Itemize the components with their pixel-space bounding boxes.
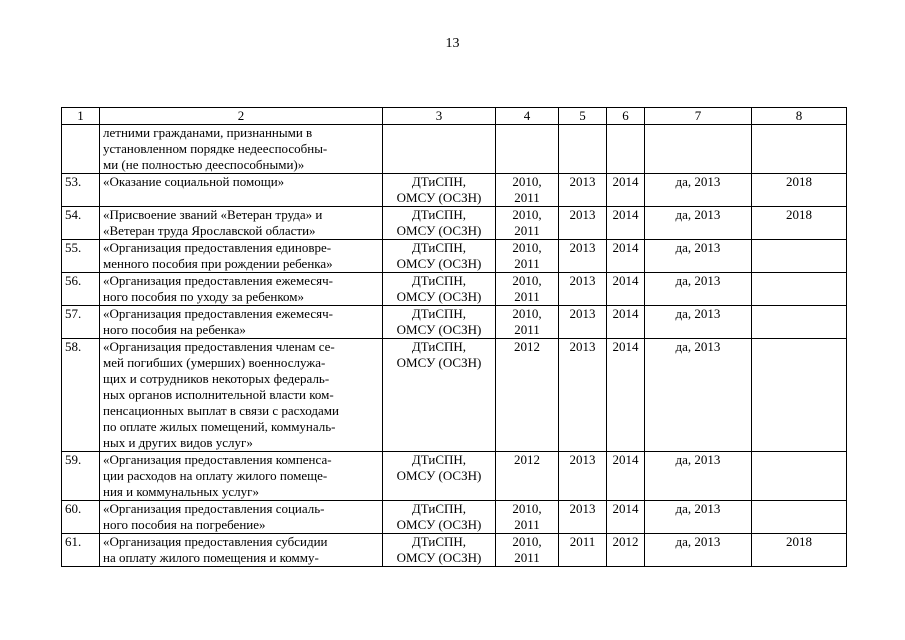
responsible-body-line: ОМСУ (ОСЗН) xyxy=(396,256,482,271)
col-8-value xyxy=(752,452,847,501)
col4-years xyxy=(496,306,559,339)
service-name-line: «Организация предоставления единовре- xyxy=(103,240,332,255)
col-7-value: да, 2013 xyxy=(645,207,752,240)
col-6-value: 2014 xyxy=(607,306,645,339)
service-name-line: мей погибших (умерших) военнослужа- xyxy=(103,355,326,370)
col4-year-line: 2012 xyxy=(514,339,540,354)
service-name-line: «Организация предоставления компенса- xyxy=(103,452,332,467)
col4-years xyxy=(496,273,559,306)
col-5-value: 2013 xyxy=(559,452,607,501)
responsible-body xyxy=(383,273,496,306)
col-5-value: 2013 xyxy=(559,174,607,207)
responsible-body-line: ОМСУ (ОСЗН) xyxy=(396,190,482,205)
col-8-value xyxy=(752,125,847,174)
table-body xyxy=(62,125,847,567)
service-name-line: ных органов исполнительной власти ком- xyxy=(103,387,334,402)
col-8-value xyxy=(752,273,847,306)
row-number: 54. xyxy=(62,207,100,240)
service-name xyxy=(100,306,383,339)
row-number: 58. xyxy=(62,339,100,452)
col4-years xyxy=(496,207,559,240)
services-table xyxy=(61,107,847,567)
column-header-7: 7 xyxy=(645,108,752,125)
col4-year-line: 2010, xyxy=(512,240,542,255)
col-5-value: 2013 xyxy=(559,339,607,452)
col4-year-line: 2010, xyxy=(512,174,542,189)
responsible-body-line: ДТиСПН, xyxy=(411,174,467,189)
table-row xyxy=(62,534,847,567)
col-6-value: 2014 xyxy=(607,240,645,273)
responsible-body-line: ОМСУ (ОСЗН) xyxy=(396,223,482,238)
col-5-value xyxy=(559,125,607,174)
responsible-body-line: ОМСУ (ОСЗН) xyxy=(396,550,482,565)
col4-year-line: 2010, xyxy=(512,207,542,222)
service-name-line: ми (не полностью дееспособными)» xyxy=(103,157,305,172)
service-name-line: «Ветеран труда Ярославской области» xyxy=(103,223,316,238)
service-name-line: «Организация предоставления ежемесяч- xyxy=(103,306,333,321)
col-5-value: 2013 xyxy=(559,240,607,273)
table-row xyxy=(62,452,847,501)
col-6-value xyxy=(607,125,645,174)
col4-years xyxy=(496,240,559,273)
column-header-1: 1 xyxy=(62,108,100,125)
responsible-body xyxy=(383,174,496,207)
row-number: 55. xyxy=(62,240,100,273)
responsible-body-line: ДТиСПН, xyxy=(411,207,467,222)
table-row xyxy=(62,125,847,174)
service-name xyxy=(100,534,383,567)
col-8-value xyxy=(752,306,847,339)
service-name-line: ных и других видов услуг» xyxy=(103,435,253,450)
service-name-line: ного пособия на погребение» xyxy=(103,517,266,532)
responsible-body xyxy=(383,534,496,567)
responsible-body xyxy=(383,207,496,240)
col-8-value xyxy=(752,501,847,534)
service-name xyxy=(100,207,383,240)
service-name-line: ного пособия по уходу за ребенком» xyxy=(103,289,304,304)
responsible-body xyxy=(383,240,496,273)
col-6-value: 2014 xyxy=(607,452,645,501)
service-name xyxy=(100,339,383,452)
responsible-body xyxy=(383,306,496,339)
col4-year-line: 2010, xyxy=(512,534,542,549)
col4-years xyxy=(496,534,559,567)
page-number: 13 xyxy=(445,36,460,51)
service-name-line: установленном порядке недееспособны- xyxy=(103,141,328,156)
col-7-value: да, 2013 xyxy=(645,534,752,567)
table-row xyxy=(62,273,847,306)
column-header-8: 8 xyxy=(752,108,847,125)
responsible-body-line: ОМСУ (ОСЗН) xyxy=(396,322,482,337)
service-name-line: на оплату жилого помещения и комму- xyxy=(103,550,319,565)
service-name-line: «Организация предоставления социаль- xyxy=(103,501,325,516)
service-name-line: «Организация предоставления членам се- xyxy=(103,339,335,354)
responsible-body-line: ДТиСПН, xyxy=(411,534,467,549)
responsible-body xyxy=(383,452,496,501)
col-6-value: 2014 xyxy=(607,339,645,452)
col-7-value: да, 2013 xyxy=(645,240,752,273)
service-name xyxy=(100,452,383,501)
column-header-6: 6 xyxy=(607,108,645,125)
col-5-value: 2011 xyxy=(559,534,607,567)
col4-year-line: 2010, xyxy=(512,306,542,321)
row-number: 53. xyxy=(62,174,100,207)
col4-year-line: 2011 xyxy=(514,289,540,304)
row-number: 59. xyxy=(62,452,100,501)
col4-years xyxy=(496,174,559,207)
col-5-value: 2013 xyxy=(559,207,607,240)
responsible-body-line: ДТиСПН, xyxy=(411,452,467,467)
service-name-line: «Организация предоставления субсидии xyxy=(103,534,328,549)
service-name-line: «Оказание социальной помощи» xyxy=(103,174,285,189)
col-5-value: 2013 xyxy=(559,501,607,534)
service-name xyxy=(100,273,383,306)
col-6-value: 2014 xyxy=(607,174,645,207)
responsible-body xyxy=(383,339,496,452)
row-number: 60. xyxy=(62,501,100,534)
col4-year-line: 2010, xyxy=(512,501,542,516)
service-name-line: «Присвоение званий «Ветеран труда» и xyxy=(103,207,323,222)
col4-year-line: 2011 xyxy=(514,223,540,238)
col-7-value: да, 2013 xyxy=(645,452,752,501)
col-5-value: 2013 xyxy=(559,273,607,306)
column-header-3: 3 xyxy=(383,108,496,125)
col-8-value: 2018 xyxy=(752,174,847,207)
col4-year-line: 2011 xyxy=(514,517,540,532)
row-number xyxy=(62,125,100,174)
service-name-line: летними гражданами, признанными в xyxy=(103,125,313,140)
col4-year-line: 2011 xyxy=(514,322,540,337)
col-7-value: да, 2013 xyxy=(645,339,752,452)
responsible-body-line: ОМСУ (ОСЗН) xyxy=(396,355,482,370)
col4-year-line: 2011 xyxy=(514,190,540,205)
service-name-line: менного пособия при рождении ребенка» xyxy=(103,256,333,271)
col4-years xyxy=(496,125,559,174)
service-name xyxy=(100,174,383,207)
col-7-value: да, 2013 xyxy=(645,174,752,207)
table-row xyxy=(62,306,847,339)
service-name xyxy=(100,501,383,534)
service-name-line: ного пособия на ребенка» xyxy=(103,322,246,337)
responsible-body-line: ДТиСПН, xyxy=(411,273,467,288)
table-row xyxy=(62,207,847,240)
col-7-value: да, 2013 xyxy=(645,306,752,339)
service-name-line: «Организация предоставления ежемесяч- xyxy=(103,273,333,288)
row-number: 61. xyxy=(62,534,100,567)
col4-year-line: 2011 xyxy=(514,256,540,271)
column-header-2: 2 xyxy=(100,108,383,125)
service-name-line: по оплате жилых помещений, коммуналь- xyxy=(103,419,336,434)
col-8-value: 2018 xyxy=(752,534,847,567)
responsible-body-line: ОМСУ (ОСЗН) xyxy=(396,517,482,532)
col4-year-line: 2012 xyxy=(514,452,540,467)
service-name-line: щих и сотрудников некоторых федераль- xyxy=(103,371,330,386)
responsible-body-line: ДТиСПН, xyxy=(411,339,467,354)
responsible-body-line: ОМСУ (ОСЗН) xyxy=(396,468,482,483)
service-name-line: ции расходов на оплату жилого помеще- xyxy=(103,468,328,483)
col4-year-line: 2011 xyxy=(514,550,540,565)
col-7-value: да, 2013 xyxy=(645,273,752,306)
col-8-value xyxy=(752,339,847,452)
table-row xyxy=(62,240,847,273)
responsible-body-line: ДТиСПН, xyxy=(411,501,467,516)
responsible-body xyxy=(383,125,496,174)
col-6-value: 2014 xyxy=(607,207,645,240)
service-name-line: пенсационных выплат в связи с расходами xyxy=(103,403,339,418)
column-header-5: 5 xyxy=(559,108,607,125)
responsible-body-line: ОМСУ (ОСЗН) xyxy=(396,289,482,304)
header-row xyxy=(62,108,847,125)
col-8-value xyxy=(752,240,847,273)
col-7-value xyxy=(645,125,752,174)
service-name-line: ния и коммунальных услуг» xyxy=(103,484,259,499)
table-row xyxy=(62,174,847,207)
table-row xyxy=(62,501,847,534)
responsible-body-line: ДТиСПН, xyxy=(411,306,467,321)
col-6-value: 2014 xyxy=(607,273,645,306)
column-header-4: 4 xyxy=(496,108,559,125)
row-number: 56. xyxy=(62,273,100,306)
col-7-value: да, 2013 xyxy=(645,501,752,534)
row-number: 57. xyxy=(62,306,100,339)
responsible-body-line: ДТиСПН, xyxy=(411,240,467,255)
col4-year-line: 2010, xyxy=(512,273,542,288)
col4-years xyxy=(496,501,559,534)
col-6-value: 2014 xyxy=(607,501,645,534)
service-name xyxy=(100,240,383,273)
table-row xyxy=(62,339,847,452)
col-6-value: 2012 xyxy=(607,534,645,567)
col4-years xyxy=(496,339,559,452)
col-5-value: 2013 xyxy=(559,306,607,339)
service-name xyxy=(100,125,383,174)
col-8-value: 2018 xyxy=(752,207,847,240)
col4-years xyxy=(496,452,559,501)
responsible-body xyxy=(383,501,496,534)
